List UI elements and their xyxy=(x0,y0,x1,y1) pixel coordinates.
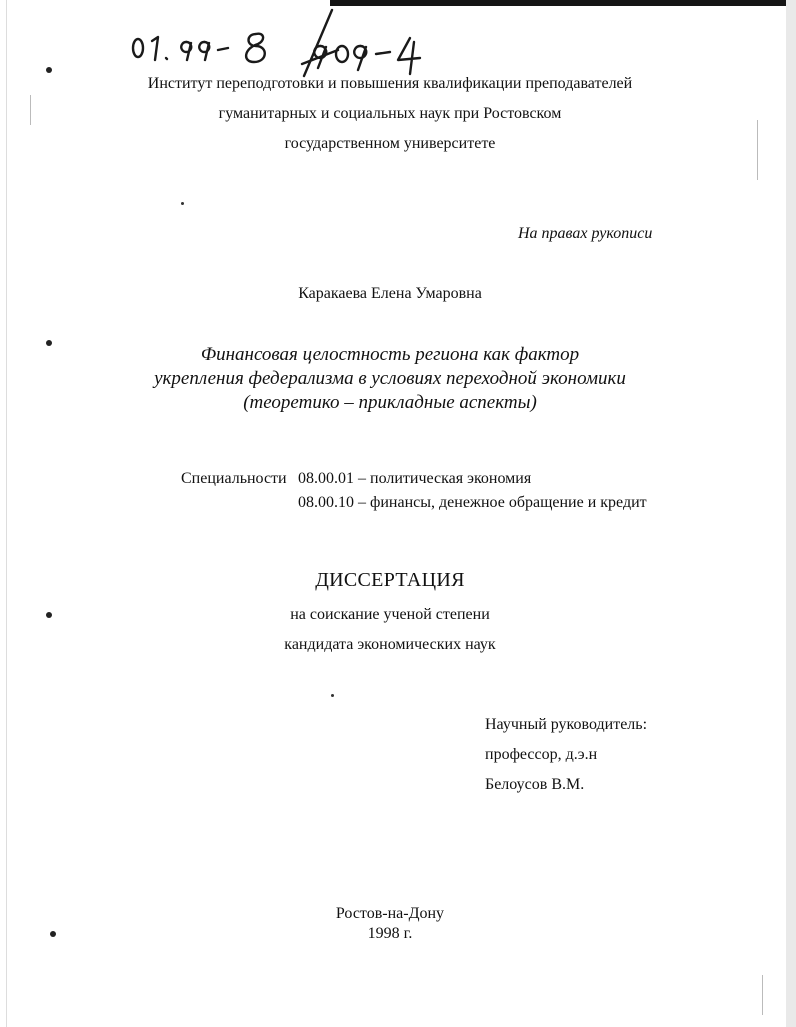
degree-line-2: кандидата экономических наук xyxy=(284,636,496,653)
institution-line-2: гуманитарных и социальных наук при Ростовском xyxy=(218,105,562,122)
scan-speck xyxy=(181,202,184,205)
scan-speck xyxy=(331,694,334,697)
scan-edge-top xyxy=(330,0,796,6)
specialty-item: 08.00.10 – финансы, денежное обращение и кредит xyxy=(298,494,647,511)
dissertation-title-line-3: (теоретико – прикладные аспекты) xyxy=(243,392,537,413)
supervisor-title: профессор, д.э.н xyxy=(485,746,598,763)
scan-mark xyxy=(30,95,31,125)
handwritten-registry-number xyxy=(128,8,448,78)
binding-hole xyxy=(50,931,56,937)
scan-mark xyxy=(762,975,763,1015)
handwritten-ink xyxy=(128,8,448,78)
supervisor-name: Белоусов В.М. xyxy=(485,776,585,793)
scan-edge-left xyxy=(6,0,7,1027)
manuscript-note: На правах рукописи xyxy=(518,225,653,242)
scan-mark xyxy=(757,120,758,180)
binding-hole xyxy=(46,340,52,346)
degree-line-1: на соискание ученой степени xyxy=(290,606,490,623)
binding-hole xyxy=(46,612,52,618)
binding-hole xyxy=(46,67,52,73)
dissertation-title-line-2: укрепления федерализма в условиях переходной экономики xyxy=(154,368,626,389)
author-name: Каракаева Елена Умаровна xyxy=(298,285,482,302)
institution-line-1: Институт переподготовки и повышения квалификации преподавателей xyxy=(147,75,633,92)
specialty-item: 08.00.01 – политическая экономия xyxy=(298,470,532,487)
specialties-label: Специальности xyxy=(181,470,287,487)
institution-line-3: государственном университете xyxy=(284,135,496,152)
scan-edge-right xyxy=(786,0,796,1027)
supervisor-label: Научный руководитель: xyxy=(485,716,648,733)
dissertation-title-line-1: Финансовая целостность региона как фактор xyxy=(200,344,580,365)
work-type-heading: ДИССЕРТАЦИЯ xyxy=(315,569,465,591)
publication-year: 1998 г. xyxy=(367,925,413,942)
publication-place: Ростов-на-Дону xyxy=(335,905,445,922)
